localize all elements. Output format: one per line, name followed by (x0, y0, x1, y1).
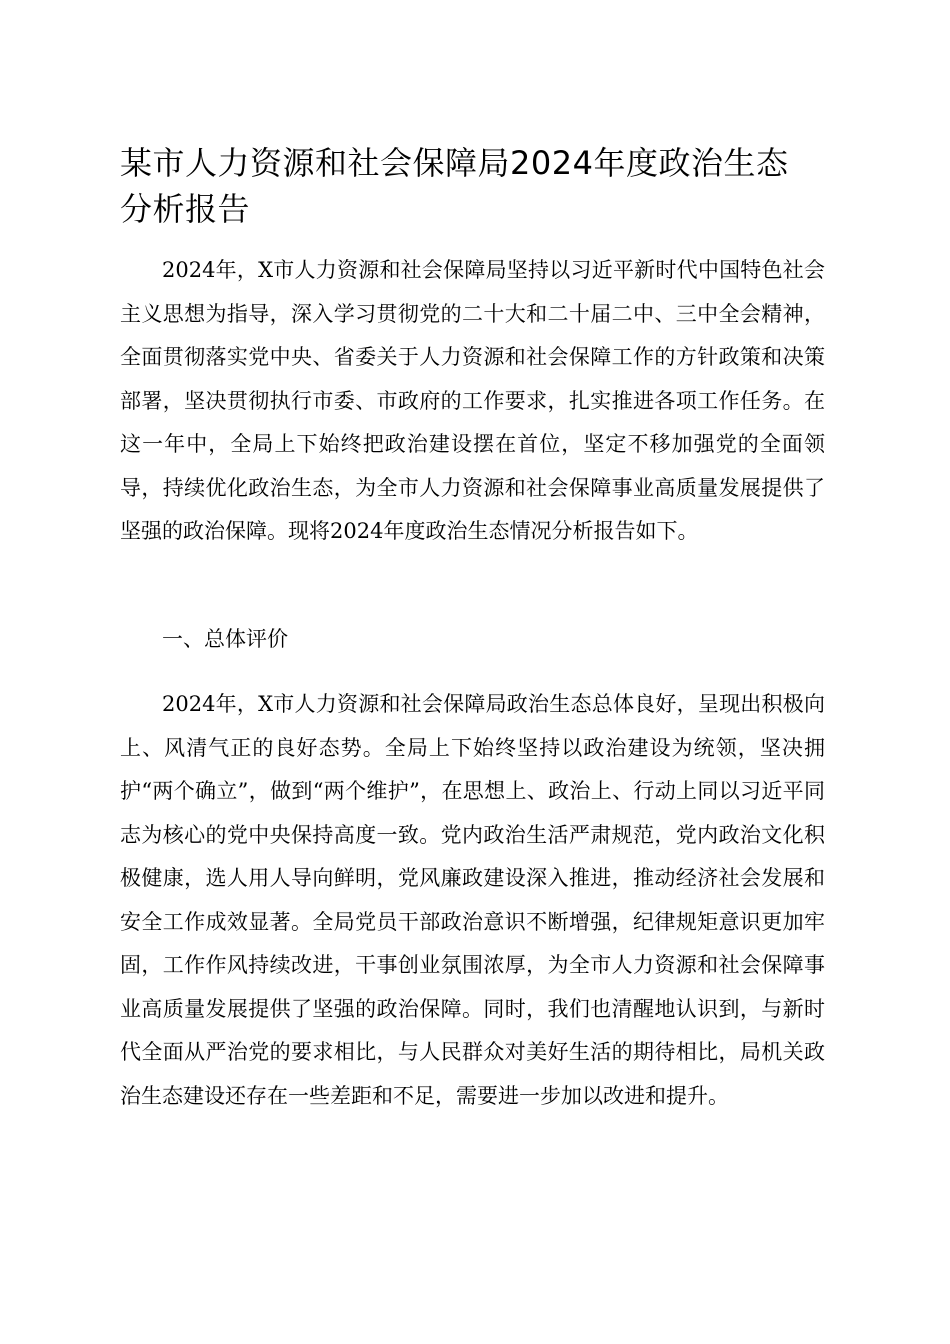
section-heading: 一、总体评价 (162, 627, 288, 651)
intro-paragraph: 2024年，X市人力资源和社会保障局坚持以习近平新时代中国特色社会主义思想为指导，深入学习贯彻党的二十大和二十届二中、三中全会精神，全面贯彻落实党中央、省委关于人力资源和社会保障工作的方针政策和决策部署，坚决贯彻执行市委、市政府的工作要求，扎实推进各项工作任务。在这一年中，全局上下始终把政治建设摆在首位，坚定不移加强党的全面领导，持续优化政治生态，为全市人力资源和社会保障事业高质量发展提供了坚强的政治保障。现将2024年度政治生态情况分析报告如下。 (120, 258, 825, 543)
section-paragraph: 2024年，X市人力资源和社会保障局政治生态总体良好，呈现出积极向上、风清气正的良好态势。全局上下始终坚持以政治建设为统领，坚决拥护“两个确立”，做到“两个维护”，在思想上、政治上、行动上同以习近平同志为核心的党中央保持高度一致。党内政治生活严肃规范，党内政治文化积极健康，选人用人导向鲜明，党风廉政建设深入推进，推动经济社会发展和安全工作成效显著。全局党员干部政治意识不断增强，纪律规矩意识更加牢固，工作作风持续改进，干事创业氛围浓厚，为全市人力资源和社会保障事业高质量发展提供了坚强的政治保障。同时，我们也清醒地认识到，与新时代全面从严治党的要求相比，与人民群众对美好生活的期待相比，局机关政治生态建设还存在一些差距和不足，需要进一步加以改进和提升。 (120, 692, 825, 1108)
document-title: 某市人力资源和社会保障局2024年度政治生态分析报告 (120, 144, 789, 228)
